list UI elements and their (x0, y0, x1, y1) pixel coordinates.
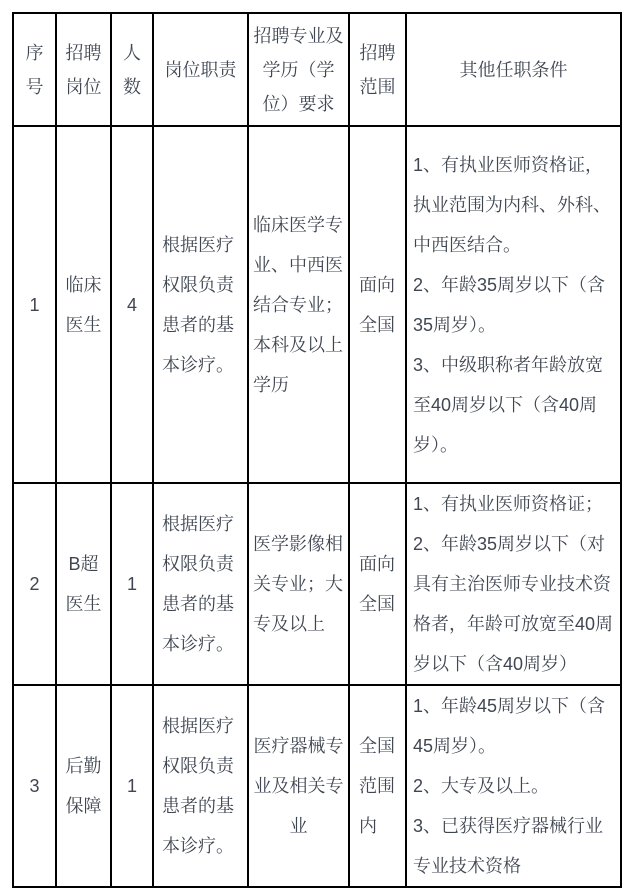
cell-position: 后勤保障 (56, 685, 111, 887)
cell-count: 1 (111, 685, 153, 887)
recruitment-table (12, 12, 622, 888)
condition-item: 1、有执业医师资格证； (413, 494, 604, 514)
header-major: 招聘专业及学历（学位）要求 (248, 13, 349, 126)
cell-count: 4 (111, 126, 153, 483)
header-count: 人数 (111, 13, 153, 126)
header-position: 招聘岗位 (56, 13, 111, 126)
cell-major: 医疗器械专业及相关专业 (248, 685, 349, 887)
table-row (13, 685, 621, 887)
cell-scope: 面向全国 (349, 126, 406, 483)
condition-item: 1、有执业医师资格证，执业范围为内科、外科、中西医结合。 (413, 154, 611, 255)
cell-conditions (406, 685, 621, 887)
cell-count: 1 (111, 483, 153, 685)
cell-major: 医学影像相关专业；大专及以上 (248, 483, 349, 685)
cell-conditions (406, 483, 621, 685)
cell-duty: 根据医疗权限负责患者的基本诊疗。 (153, 483, 248, 685)
cell-seq: 2 (13, 483, 56, 685)
cell-seq: 1 (13, 126, 56, 483)
table-row (13, 126, 621, 483)
condition-item: 2、年龄35周岁以下（含35周岁）。 (413, 274, 606, 335)
condition-item: 2、年龄35周岁以下（对具有主治医师专业技术资格者，年龄可放宽至40周岁以下（含40周岁） (413, 534, 614, 674)
cell-conditions (406, 126, 621, 483)
table-row (13, 483, 621, 685)
cell-position: 临床医生 (56, 126, 111, 483)
header-scope: 招聘范围 (349, 13, 406, 126)
header-conditions: 其他任职条件 (406, 13, 621, 126)
cell-duty: 根据医疗权限负责患者的基本诊疗。 (153, 126, 248, 483)
header-seq: 序号 (13, 13, 56, 126)
cell-position: B超医生 (56, 483, 111, 685)
condition-item: 1、年龄45周岁以下（含45周岁）。 (413, 696, 606, 756)
header-duty: 岗位职责 (153, 13, 248, 126)
condition-item: 3、中级职称者年龄放宽至40周岁以下（含40周岁）。 (413, 354, 604, 455)
cell-scope: 面向全国 (349, 483, 406, 685)
cell-seq: 3 (13, 685, 56, 887)
cell-scope: 全国范围内 (349, 685, 406, 887)
condition-item: 2、大专及以上。 (413, 776, 550, 796)
condition-item: 3、已获得医疗器械行业专业技术资格 (413, 816, 604, 876)
header-row (13, 13, 621, 126)
cell-duty: 根据医疗权限负责患者的基本诊疗。 (153, 685, 248, 887)
cell-major: 临床医学专业、中西医结合专业；本科及以上学历 (248, 126, 349, 483)
